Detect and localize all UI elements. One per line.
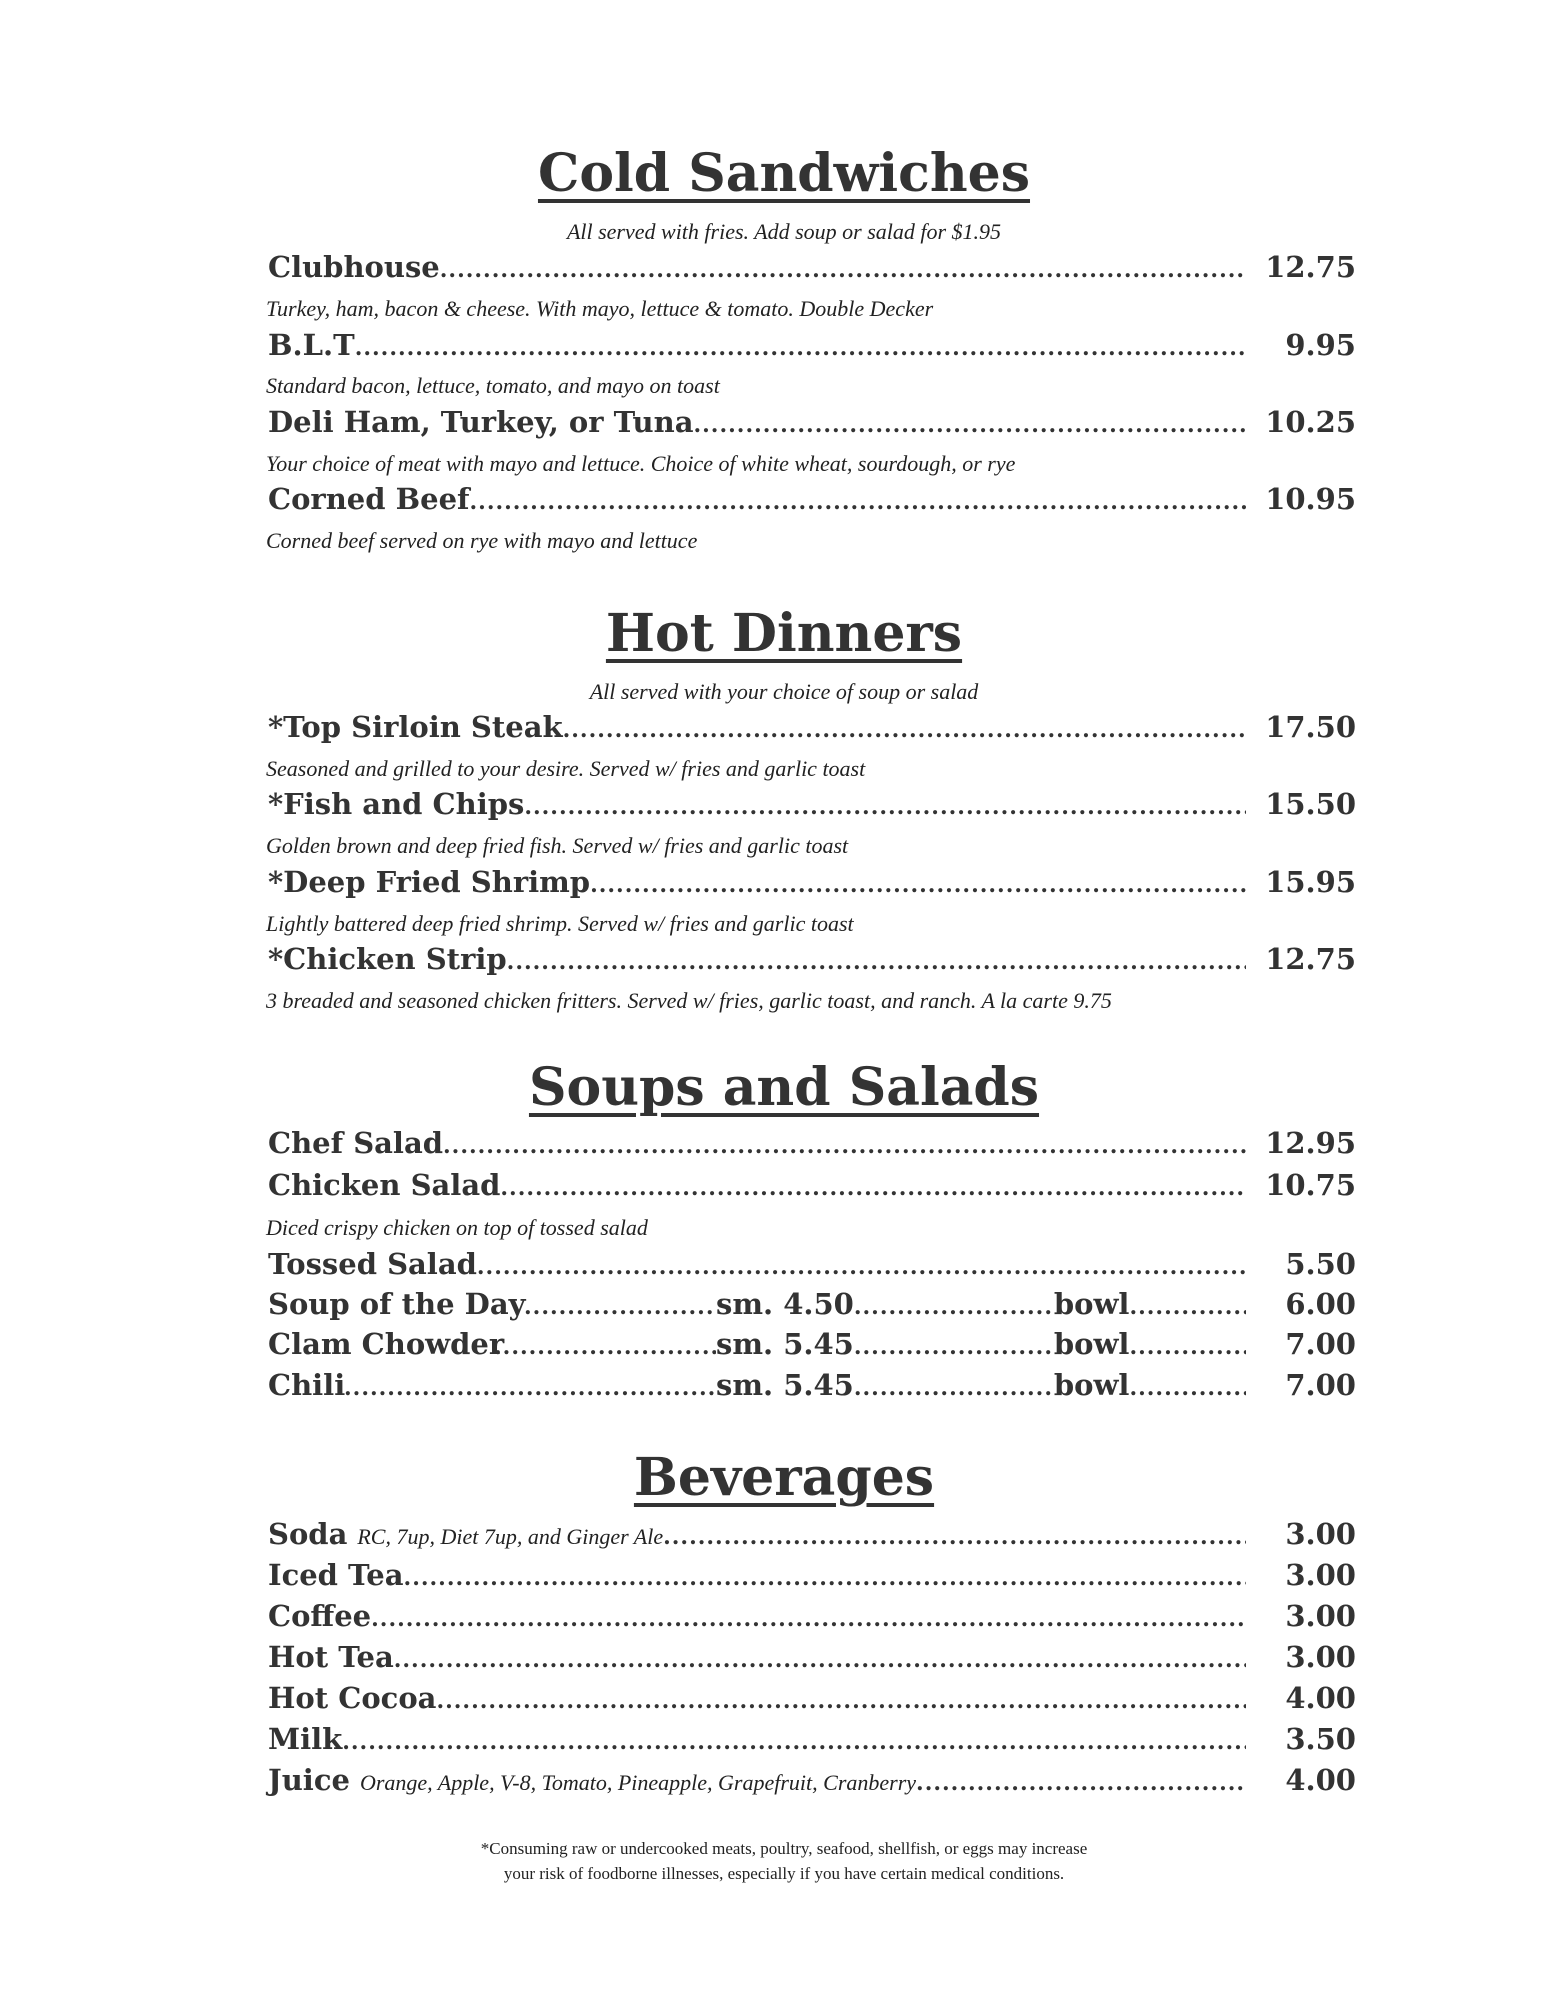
dot-leader <box>355 335 1246 361</box>
item-description: Diced crispy chicken on top of tossed salad <box>266 1215 648 1240</box>
item-price: 7.00 <box>1285 1368 1356 1402</box>
menu-item <box>268 482 1356 522</box>
item-price: 17.50 <box>1265 710 1356 744</box>
dot-leader <box>344 1375 716 1401</box>
item-name: Clubhouse <box>268 250 440 284</box>
item-description: Lightly battered deep fried shrimp. Served w/ fries and garlic toast <box>266 911 854 936</box>
item-price: 3.50 <box>1285 1722 1356 1756</box>
item-note: Orange, Apple, V-8, Tomato, Pineapple, Grapefruit, Cranberry <box>359 1770 917 1795</box>
dot-leader <box>663 1524 1246 1550</box>
item-price: 7.00 <box>1285 1327 1356 1361</box>
section-title-soups-and-salads: Soups and Salads <box>528 1057 1040 1118</box>
menu-item <box>268 942 1356 982</box>
item-name: B.L.T <box>268 328 355 362</box>
item-name: *Top Sirloin Steak <box>268 710 563 744</box>
dot-leader <box>436 1688 1246 1714</box>
menu-item <box>268 787 1356 827</box>
menu-item <box>268 1640 1356 1680</box>
item-bowl-label: bowl <box>1053 1327 1130 1361</box>
item-price: 4.00 <box>1285 1681 1356 1715</box>
item-name: Chicken Salad <box>268 1168 501 1202</box>
item-price: 15.95 <box>1265 865 1356 899</box>
item-name: Soup of the Day <box>268 1287 526 1321</box>
item-description: Seasoned and grilled to your desire. Served w/ fries and garlic toast <box>266 756 866 781</box>
item-name: Coffee <box>268 1599 372 1633</box>
item-name: Iced Tea <box>268 1558 404 1592</box>
dot-leader <box>342 1729 1246 1755</box>
menu-item <box>268 250 1356 290</box>
dot-leader <box>404 1565 1246 1591</box>
item-name: *Chicken Strip <box>268 942 507 976</box>
item-price: 3.00 <box>1285 1599 1356 1633</box>
item-bowl-label: bowl <box>1053 1287 1130 1321</box>
dot-leader <box>1129 1375 1246 1401</box>
item-description: Your choice of meat with mayo and lettuce. Choice of white wheat, sourdough, or rye <box>266 451 1016 476</box>
dot-leader <box>470 489 1247 515</box>
dot-leader <box>507 949 1246 975</box>
dot-leader <box>916 1770 1246 1796</box>
section-title-hot-dinners: Hot Dinners <box>605 603 963 664</box>
item-price: 3.00 <box>1285 1517 1356 1551</box>
item-price: 12.75 <box>1265 250 1356 284</box>
dot-leader <box>693 412 1246 438</box>
health-disclaimer <box>0 1836 1568 1886</box>
item-name: Hot Tea <box>268 1640 394 1674</box>
menu-item <box>268 405 1356 445</box>
item-name: Chili <box>268 1368 346 1402</box>
dot-leader <box>477 1254 1246 1280</box>
menu-item <box>268 1168 1356 1208</box>
dot-leader <box>440 257 1246 283</box>
menu-item <box>268 710 1356 750</box>
item-small-price: sm. 5.45 <box>716 1327 854 1361</box>
section-title-cold-sandwiches: Cold Sandwiches <box>537 143 1031 204</box>
item-name: *Fish and Chips <box>268 787 525 821</box>
menu-item <box>268 865 1356 905</box>
item-name: Milk <box>268 1722 343 1756</box>
menu-item <box>268 1681 1356 1721</box>
item-price: 12.95 <box>1265 1126 1356 1160</box>
item-description: Standard bacon, lettuce, tomato, and mayo on toast <box>266 373 720 398</box>
item-name: Tossed Salad <box>268 1247 477 1281</box>
dot-leader <box>371 1606 1246 1632</box>
item-price: 15.50 <box>1265 787 1356 821</box>
item-name: *Deep Fried Shrimp <box>268 865 591 899</box>
dot-leader <box>443 1133 1246 1159</box>
menu-item <box>268 1368 1356 1408</box>
item-price: 6.00 <box>1285 1287 1356 1321</box>
disclaimer-line: *Consuming raw or undercooked meats, poultry, seafood, shellfish, or eggs may increase <box>480 1839 1088 1858</box>
item-name: Juice <box>268 1763 350 1797</box>
item-price: 10.75 <box>1265 1168 1356 1202</box>
item-name: Clam Chowder <box>268 1327 505 1361</box>
disclaimer-line: your risk of foodborne illnesses, especially if you have certain medical conditions. <box>503 1864 1065 1883</box>
dot-leader <box>590 872 1246 898</box>
item-small-price: sm. 5.45 <box>716 1368 854 1402</box>
menu-item <box>268 1763 1356 1803</box>
item-description: 3 breaded and seasoned chicken fritters. Served w/ fries, garlic toast, and ranch. A la carte 9.75 <box>266 988 1112 1013</box>
menu-item <box>268 1287 1356 1327</box>
section-subtitle-hot-dinners: All served with your choice of soup or salad <box>589 679 979 704</box>
dot-leader <box>524 1294 716 1320</box>
menu-item <box>268 1247 1356 1287</box>
item-price: 10.25 <box>1265 405 1356 439</box>
dot-leader <box>500 1175 1246 1201</box>
dot-leader <box>494 1334 716 1360</box>
item-bowl-label: bowl <box>1053 1368 1130 1402</box>
dot-leader <box>854 1334 1054 1360</box>
menu-item <box>268 1517 1356 1557</box>
item-price: 10.95 <box>1265 482 1356 516</box>
item-price: 3.00 <box>1285 1558 1356 1592</box>
item-price: 4.00 <box>1285 1763 1356 1797</box>
item-price: 5.50 <box>1285 1247 1356 1281</box>
item-small-price: sm. 4.50 <box>716 1287 854 1321</box>
dot-leader <box>1129 1294 1246 1320</box>
item-note: RC, 7up, Diet 7up, and Ginger Ale <box>357 1524 664 1549</box>
menu-item <box>268 1722 1356 1762</box>
dot-leader <box>394 1647 1246 1673</box>
item-name: Corned Beef <box>268 482 470 516</box>
item-description: Golden brown and deep fried fish. Served w/ fries and garlic toast <box>266 833 849 858</box>
item-description: Turkey, ham, bacon & cheese. With mayo, lettuce & tomato. Double Decker <box>266 296 934 321</box>
dot-leader <box>1129 1334 1246 1360</box>
item-name: Chef Salad <box>268 1126 444 1160</box>
section-subtitle-cold-sandwiches: All served with fries. Add soup or salad for $1.95 <box>566 219 1002 244</box>
menu-item <box>268 1126 1356 1166</box>
item-price: 9.95 <box>1285 328 1356 362</box>
menu-item <box>268 1558 1356 1598</box>
item-description: Corned beef served on rye with mayo and lettuce <box>266 528 698 553</box>
item-price: 12.75 <box>1265 942 1356 976</box>
item-name: Hot Cocoa <box>268 1681 437 1715</box>
item-price: 3.00 <box>1285 1640 1356 1674</box>
dot-leader <box>524 794 1246 820</box>
item-name: Soda <box>268 1517 348 1551</box>
dot-leader <box>854 1294 1054 1320</box>
item-name: Deli Ham, Turkey, or Tuna <box>268 405 694 439</box>
menu-item <box>268 1599 1356 1639</box>
dot-leader <box>563 717 1246 743</box>
dot-leader <box>854 1375 1054 1401</box>
menu-item <box>268 1327 1356 1367</box>
menu-item <box>268 328 1356 368</box>
section-title-beverages: Beverages <box>633 1447 935 1508</box>
